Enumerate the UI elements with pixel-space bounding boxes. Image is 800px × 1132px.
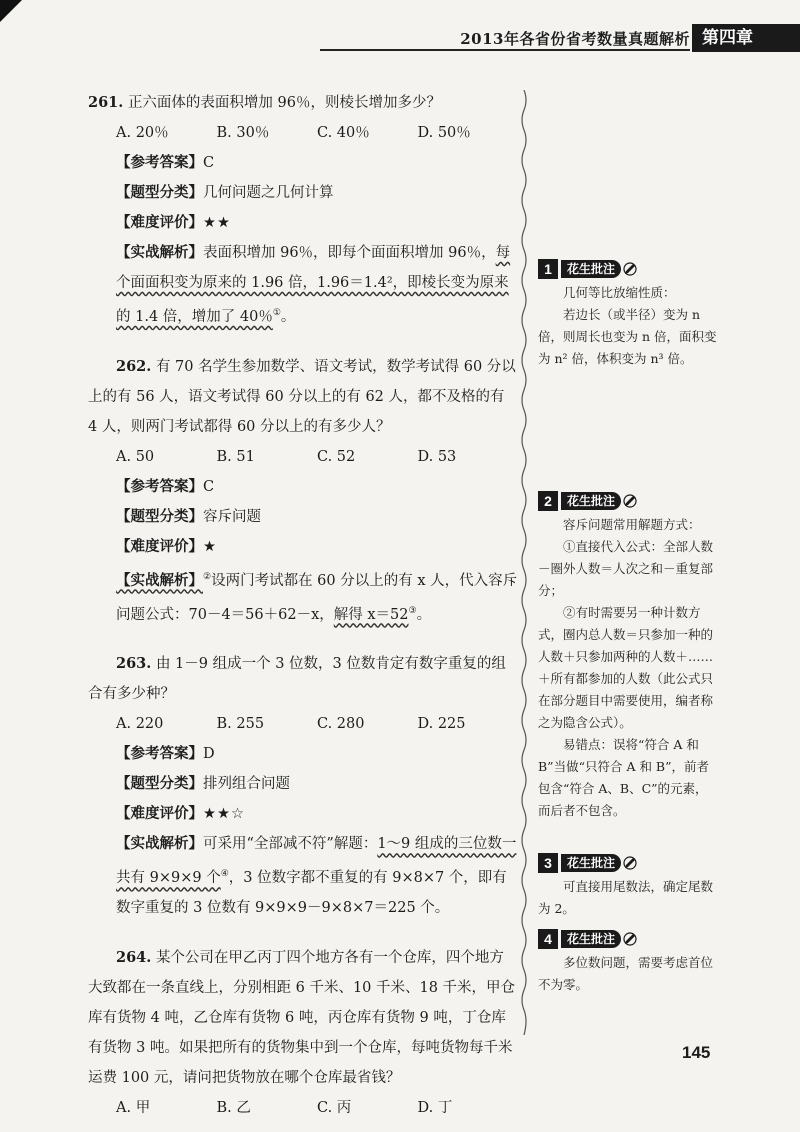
difficulty-label: 【难度评价】	[116, 537, 203, 555]
pen-icon	[623, 494, 637, 508]
option-a: A. 甲	[116, 1100, 151, 1117]
options	[88, 1093, 518, 1123]
note-line: ①直接代入公式：全部人数－圈外人数＝人次之和－重复部分；	[538, 539, 714, 598]
note-badge	[538, 490, 718, 512]
note-line: 几何等比放缩性质：	[563, 285, 676, 300]
note-label: 花生批注	[561, 260, 621, 278]
note-ref-1: ①	[272, 308, 281, 318]
pen-icon	[623, 856, 637, 870]
option-c: C. 40％	[317, 125, 370, 141]
analysis-end: ，3 位数字都不重复的有 9×8×7 个，即有数字重复的 3 位数有 9×9×9－9×8×7＝225 个。	[116, 870, 507, 917]
option-d: D. 丁	[417, 1100, 453, 1117]
option-a: A. 20％	[116, 125, 169, 141]
type-label: 【题型分类】	[116, 184, 203, 201]
wavy-divider	[520, 90, 528, 1035]
difficulty-stars: ★★	[203, 215, 231, 231]
analysis-text: 设两门考试都在 60 分以上的有 x 人，代入容斥问题公式：70－4＝56＋62－x，	[116, 572, 518, 623]
question-stem: 某个公司在甲乙丙丁四个地方各有一个仓库，四个地方大致都在一条直线上，分别相距 6 千米、10 千米、18 千米，甲仓库有货物 4 吨，乙仓库有货物 6 吨，丙仓库有货物 9 吨，丁仓库有货物 3 吨。如果把所有的货物集中到一个仓库，每吨货物每千米运费 100 元，请问把货物放在哪个仓库最省钱？	[88, 950, 516, 1087]
option-c: C. 280	[317, 716, 365, 733]
note-badge	[538, 258, 718, 280]
side-note-2	[538, 490, 718, 822]
question-264	[88, 943, 518, 1123]
note-number: 2	[538, 491, 558, 511]
question-number: 262.	[116, 357, 152, 375]
answer-label: 【参考答案】	[116, 154, 203, 171]
pen-icon	[623, 932, 637, 946]
option-b: B. 乙	[216, 1100, 251, 1117]
option-b: B. 30％	[216, 125, 270, 141]
option-a: A. 50	[116, 448, 155, 465]
note-number: 1	[538, 259, 558, 279]
option-a: A. 220	[116, 716, 164, 733]
note-ref-3: ③	[408, 605, 417, 616]
question-number: 261.	[88, 94, 124, 111]
question-stem: 由 1－9 组成一个 3 位数，3 位数肯定有数字重复的组合有多少种？	[88, 656, 506, 703]
answer-label: 【参考答案】	[116, 745, 203, 763]
answer-value: C	[203, 155, 215, 171]
note-ref-2: ②	[203, 571, 212, 582]
note-line: 可直接用尾数法，确定尾数为 2。	[538, 879, 714, 916]
question-number: 263.	[116, 655, 152, 673]
main-column	[88, 88, 518, 1123]
side-note-4	[538, 928, 718, 996]
options	[88, 118, 518, 148]
note-line: ②有时需要另一种计数方式，圈内总人数＝只参加一种的人数＋只参加两种的人数＋……＋所有都参加的人数（此公式只在部分题目中需要使用，编者称之为隐含公式）。	[538, 605, 714, 730]
note-number: 4	[538, 929, 558, 949]
question-262	[88, 352, 518, 630]
note-badge	[538, 852, 718, 874]
difficulty-stars: ★	[203, 538, 217, 555]
page-number: 145	[682, 1043, 711, 1062]
option-d: D. 225	[417, 716, 466, 733]
difficulty-stars: ★★☆	[203, 806, 245, 823]
options	[88, 709, 518, 739]
analysis-end: 。	[416, 606, 432, 623]
corner-mark	[0, 0, 22, 22]
note-ref-4: ④	[220, 869, 229, 880]
answer-value: D	[203, 746, 215, 763]
analysis-text: 可采用“全部减不符”解题：	[203, 836, 378, 853]
question-261	[88, 88, 518, 332]
note-line: 易错点：误将“符合 A 和 B”当做“只符合 A 和 B”，前者包含“符合 A、B、C”的元素，而后者不包含。	[538, 737, 709, 818]
answer-value: C	[203, 478, 215, 495]
option-c: C. 52	[317, 448, 356, 465]
note-line: 若边长（或半径）变为 n 倍，则周长也变为 n 倍，面积变为 n² 倍，体积变为 n³ 倍。	[538, 307, 717, 366]
note-label: 花生批注	[561, 492, 621, 510]
header-title: 2013年各省份省考数量真题解析	[460, 30, 690, 48]
note-number: 3	[538, 853, 558, 873]
type-value: 排列组合问题	[203, 776, 290, 793]
analysis-label: 【实战解析】	[116, 244, 203, 261]
difficulty-label: 【难度评价】	[116, 805, 203, 823]
chapter-tab: 第四章	[692, 24, 800, 52]
option-c: C. 丙	[317, 1100, 352, 1117]
note-label: 花生批注	[561, 854, 621, 872]
answer-label: 【参考答案】	[116, 477, 203, 495]
option-b: B. 255	[216, 716, 265, 733]
analysis-end: 。	[280, 308, 296, 325]
analysis-label: 【实战解析】	[116, 835, 203, 853]
note-label: 花生批注	[561, 930, 621, 948]
question-number: 264.	[116, 949, 152, 967]
note-badge	[538, 928, 718, 950]
options	[88, 442, 518, 472]
analysis-label: 【实战解析】	[116, 571, 203, 589]
note-line: 容斥问题常用解题方式：	[563, 517, 701, 532]
pen-icon	[623, 262, 637, 276]
question-stem: 正六面体的表面积增加 96％，则棱长增加多少？	[127, 95, 441, 111]
type-label: 【题型分类】	[116, 775, 203, 793]
side-note-1	[538, 258, 718, 370]
question-263	[88, 649, 518, 923]
page-header	[300, 20, 690, 50]
note-line: 多位数问题，需要考虑首位不为零。	[538, 955, 714, 992]
analysis-underlined: 1～9 组成的三位数一共有 9×9×9 个	[116, 836, 517, 887]
type-value: 容斥问题	[203, 508, 261, 525]
question-stem: 有 70 名学生参加数学、语文考试，数学考试得 60 分以上的有 56 人，语文考试得 60 分以上的有 62 人，都不及格的有 4 人，则两门考试都得 60 分以上的有多少人？	[88, 358, 516, 435]
analysis-text: 表面积增加 96％，即每个面面积增加 96％，	[203, 245, 496, 261]
option-b: B. 51	[216, 448, 255, 465]
difficulty-label: 【难度评价】	[116, 214, 203, 231]
side-note-3	[538, 852, 718, 920]
type-label: 【题型分类】	[116, 507, 203, 525]
option-d: D. 53	[417, 448, 457, 465]
option-d: D. 50％	[417, 125, 471, 141]
header-rule	[320, 49, 690, 51]
analysis-underlined: 解得 x＝52	[333, 606, 409, 623]
analysis-underlined: 每个面面积变为原来的 1.96 倍，1.96＝1.4²，即棱长变为原来的 1.4 倍，增加了 40％	[116, 245, 511, 325]
type-value: 几何问题之几何计算	[203, 185, 334, 201]
